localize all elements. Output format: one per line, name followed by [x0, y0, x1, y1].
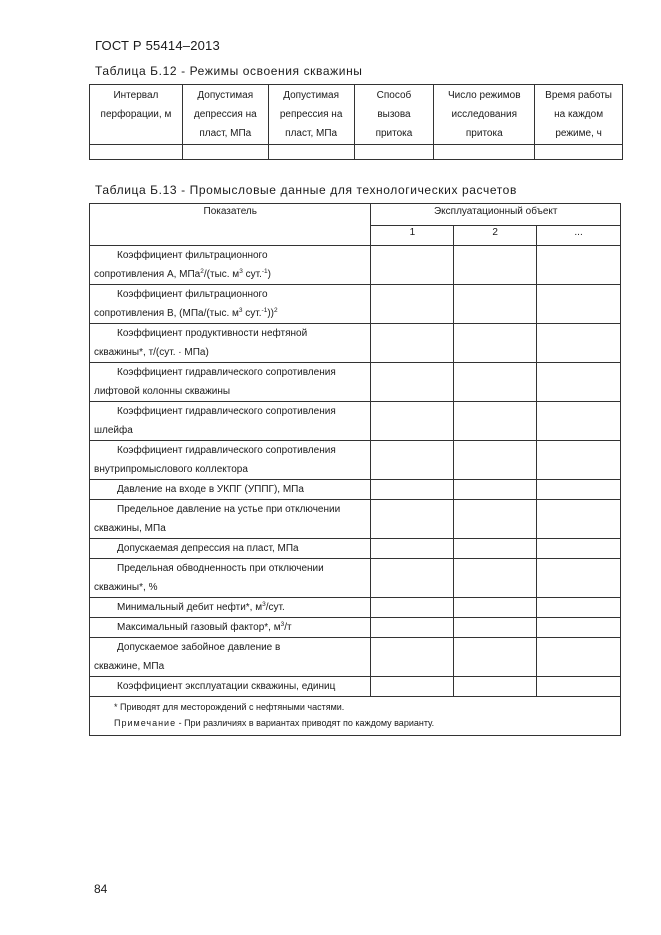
t13-subcol-1: 1: [371, 226, 454, 246]
t13-row-oil-productivity: Коэффициент продуктивности нефтяной скважины*, т/(сут. · МПа): [90, 324, 371, 363]
table-cell: [537, 638, 621, 677]
t12-col-mode-duration: Время работы на каждом режиме, ч: [535, 85, 623, 145]
table-cell: [371, 539, 454, 559]
t13-row-max-gas-factor: Максимальный газовый фактор*, $м^3/т$: [90, 618, 371, 638]
table-cell: [90, 145, 183, 160]
table-row: [90, 363, 621, 402]
t13-notes-row: [90, 697, 621, 736]
t13-subcol-2: 2: [454, 226, 537, 246]
table-cell: [537, 324, 621, 363]
t13-row-min-oil-rate: Минимальный дебит нефти*, $м^3$/сут.: [90, 598, 371, 618]
t13-note: [114, 715, 614, 731]
table-cell: [537, 539, 621, 559]
t12-col-perforation-interval: Интервал перфорации, м: [90, 85, 183, 145]
table-cell: [454, 598, 537, 618]
table-row: [90, 638, 621, 677]
table-cell: [454, 402, 537, 441]
t13-row-filtration-resistance-a: Коэффициент фильтрационного сопротивления А, МПа$^2$/(тыс. $м^3$ сут.$^{-1}$): [90, 246, 371, 285]
table-cell: [371, 441, 454, 480]
table-cell: [454, 480, 537, 500]
t13-row-bottomhole-pressure: Допускаемое забойное давление в скважине, МПа: [90, 638, 371, 677]
table-cell: [454, 677, 537, 697]
table-cell: [454, 441, 537, 480]
table-row: [90, 246, 621, 285]
table-cell: [371, 480, 454, 500]
t13-footnote: * Приводят для месторождений с нефтяными частями.: [114, 702, 345, 712]
table-row: [90, 402, 621, 441]
table-cell: [268, 145, 354, 160]
table-row: [90, 598, 621, 618]
table-cell: [454, 500, 537, 539]
table-cell: [182, 145, 268, 160]
table-cell: [537, 441, 621, 480]
table-cell: [371, 363, 454, 402]
table-13-field-data: [89, 203, 621, 736]
t13-row-allowed-depression: Допускаемая депрессия на пласт, МПа: [90, 539, 371, 559]
t13-notes: [90, 697, 621, 736]
table-cell: [371, 500, 454, 539]
t13-subcol-more: ...: [537, 226, 621, 246]
table-13-title: Таблица Б.13 - Промысловые данные для технологических расчетов: [95, 183, 517, 197]
table-row: [90, 285, 621, 324]
table-cell: [454, 324, 537, 363]
t13-row-flowline-resistance: Коэффициент гидравлического сопротивления шлейфа: [90, 402, 371, 441]
t13-row-inlet-pressure: Давление на входе в УКПГ (УППГ), МПа: [90, 480, 371, 500]
table-row: [90, 559, 621, 598]
t12-col-allowed-repression: Допустимая репрессия на пласт, МПа: [268, 85, 354, 145]
table-12-title: Таблица Б.12 - Режимы освоения скважины: [95, 64, 363, 78]
table-cell: [537, 480, 621, 500]
t12-col-inflow-method: Способ вызова притока: [354, 85, 434, 145]
t13-row-filtration-resistance-b: Коэффициент фильтрационного сопротивления В, (МПа/(тыс. $м^3$ сут.$^{-1}$))$^2$: [90, 285, 371, 324]
table-cell: [454, 618, 537, 638]
table-row: [90, 677, 621, 697]
table-cell: [537, 618, 621, 638]
table-cell: [537, 246, 621, 285]
t13-col-operating-object: Эксплуатационный объект: [371, 204, 621, 226]
table-cell: [537, 363, 621, 402]
document-standard-header: ГОСТ Р 55414–2013: [95, 38, 220, 53]
t12-empty-row: [90, 145, 623, 160]
table-cell: [537, 500, 621, 539]
t13-row-water-cut-limit: Предельная обводненность при отключении скважины*, %: [90, 559, 371, 598]
t13-note-text: - При различиях в вариантах приводят по каждому варианту.: [176, 718, 435, 728]
table-cell: [371, 638, 454, 677]
table-cell: [454, 638, 537, 677]
table-cell: [371, 285, 454, 324]
table-row: [90, 500, 621, 539]
table-cell: [537, 559, 621, 598]
t13-row-tubing-resistance: Коэффициент гидравлического сопротивления лифтовой колонны скважины: [90, 363, 371, 402]
t12-col-mode-count: Число режимов исследования притока: [434, 85, 535, 145]
table-cell: [371, 402, 454, 441]
table-cell: [371, 246, 454, 285]
table-row: [90, 539, 621, 559]
table-cell: [371, 598, 454, 618]
table-cell: [371, 618, 454, 638]
table-cell: [454, 246, 537, 285]
t12-col-allowed-depression: Допустимая депрессия на пласт, МПа: [182, 85, 268, 145]
t13-col-indicator: Показатель: [90, 204, 371, 246]
table-cell: [537, 402, 621, 441]
table-cell: [454, 559, 537, 598]
t13-note-label: Примечание: [114, 718, 177, 728]
t13-row-operation-coefficient: Коэффициент эксплуатации скважины, единиц: [90, 677, 371, 697]
table-cell: [434, 145, 535, 160]
table-cell: [454, 285, 537, 324]
table-cell: [537, 677, 621, 697]
table-row: [90, 618, 621, 638]
table-cell: [537, 598, 621, 618]
table-cell: [535, 145, 623, 160]
table-cell: [371, 677, 454, 697]
page-number: 84: [94, 882, 108, 896]
table-12-well-development-modes: [89, 84, 623, 160]
table-cell: [371, 559, 454, 598]
table-cell: [371, 324, 454, 363]
table-cell: [354, 145, 434, 160]
table-cell: [454, 539, 537, 559]
table-row: [90, 480, 621, 500]
t13-row-wellhead-pressure-limit: Предельное давление на устье при отключении скважины, МПа: [90, 500, 371, 539]
table-row: [90, 324, 621, 363]
table-cell: [454, 363, 537, 402]
table-cell: [537, 285, 621, 324]
t13-row-collector-resistance: Коэффициент гидравлического сопротивления внутрипромыслового коллектора: [90, 441, 371, 480]
table-row: [90, 441, 621, 480]
